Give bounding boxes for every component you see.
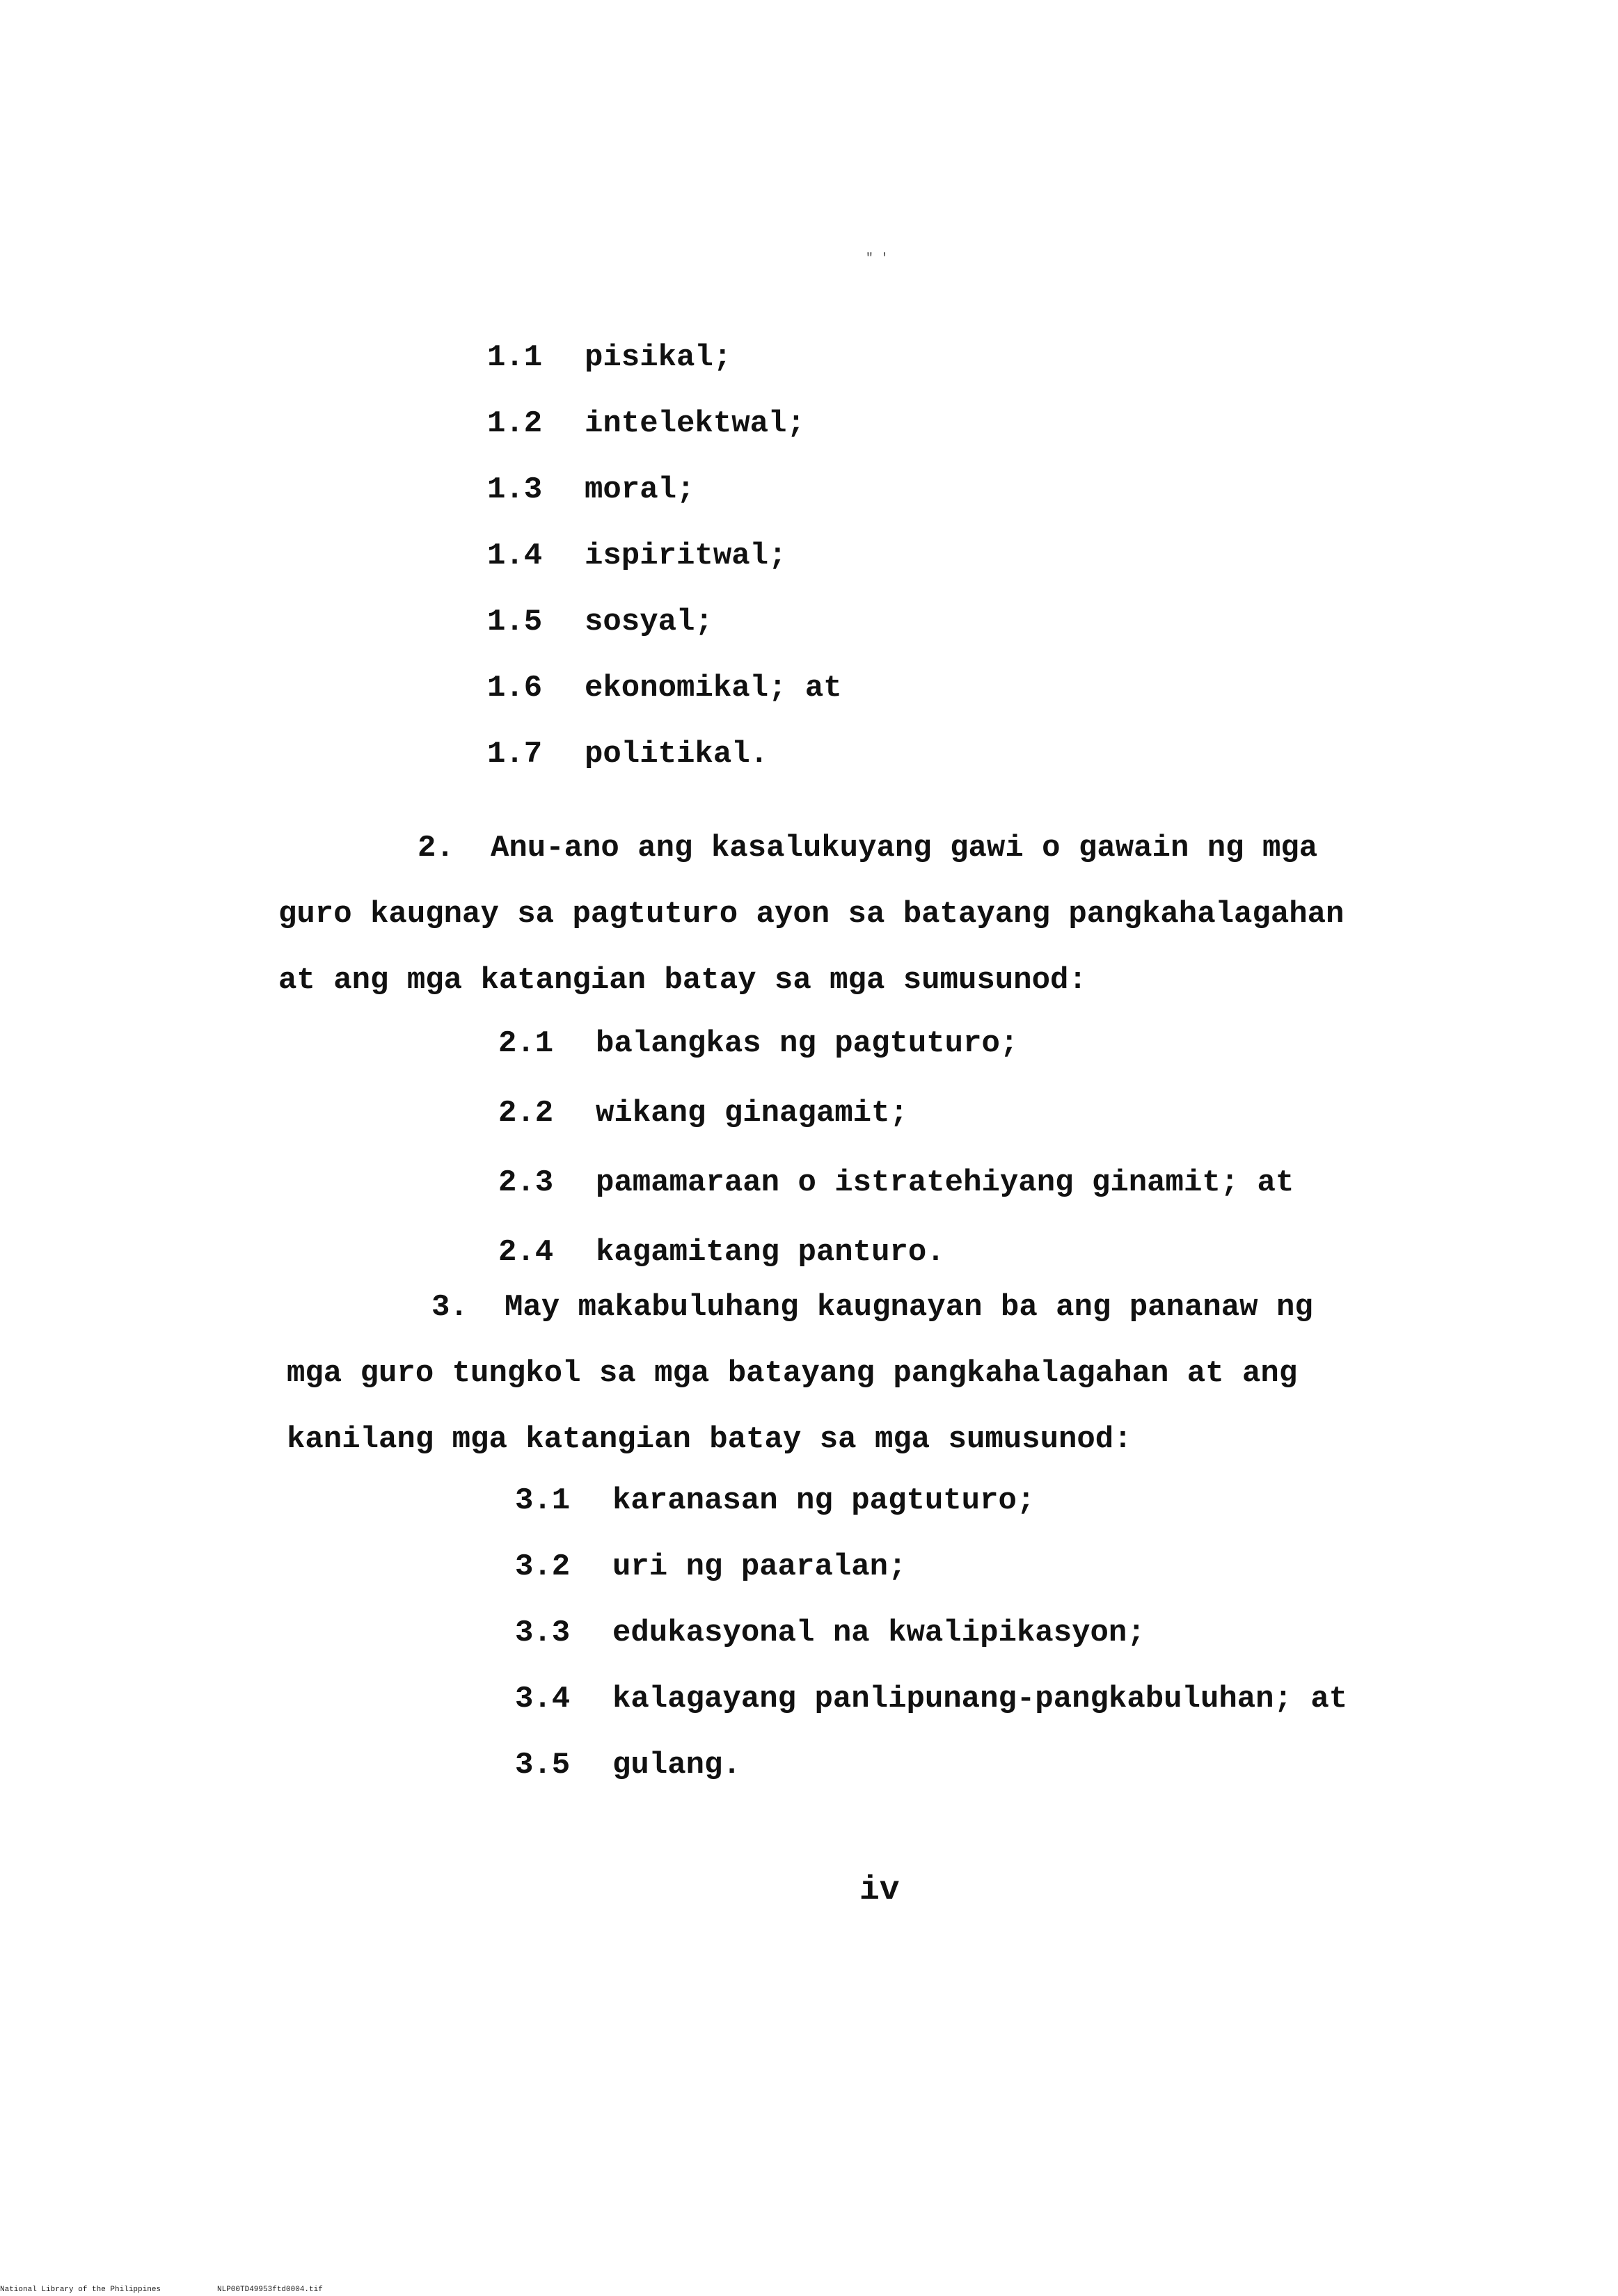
question-text: May makabuluhang kaugnayan ba ang pananaw ng	[505, 1290, 1313, 1325]
list-item	[498, 1098, 1294, 1167]
item-text: intelektwal;	[585, 406, 805, 441]
question-line: mga guro tungkol sa mga batayang pangkahalagahan at ang	[287, 1356, 1298, 1391]
list-item	[487, 673, 842, 739]
page-mark: " '	[866, 252, 889, 266]
list-item	[515, 1485, 1347, 1552]
item-number: 1.3	[487, 472, 543, 507]
question-line	[278, 815, 1344, 882]
item-number: 3.1	[515, 1483, 571, 1518]
question-3	[287, 1275, 1313, 1473]
footer-file-id: NLP00TD49953ftd0004.tif	[217, 2286, 323, 2294]
list-item	[487, 472, 842, 541]
item-text: pisikal;	[585, 340, 732, 375]
list-item	[487, 607, 842, 673]
item-number: 1.1	[487, 340, 543, 375]
item-number: 3.4	[515, 1682, 571, 1716]
item-text: kalagayang panlipunang-pangkabuluhan; at	[612, 1682, 1348, 1716]
list-item	[487, 541, 842, 607]
item-number: 2.4	[498, 1235, 554, 1270]
list-item	[487, 739, 842, 805]
item-text: edukasyonal na kwalipikasyon;	[612, 1616, 1145, 1650]
page-number: iv	[859, 1872, 900, 1909]
item-number: 1.5	[487, 605, 543, 639]
question-number: 2.	[418, 831, 454, 866]
item-text: gulang.	[612, 1748, 741, 1783]
item-number: 1.4	[487, 539, 543, 573]
list-item	[498, 1167, 1294, 1237]
sublist-3	[515, 1485, 1347, 1816]
list-item	[515, 1750, 1347, 1816]
question-text: Anu-ano ang kasalukuyang gawi o gawain ng mga	[491, 831, 1318, 866]
item-text: ekonomikal; at	[585, 671, 842, 705]
question-line: at ang mga katangian batay sa mga sumusunod:	[278, 963, 1087, 998]
list-item	[498, 1028, 1294, 1098]
item-text: karanasan ng pagtuturo;	[612, 1483, 1036, 1518]
item-number: 1.2	[487, 406, 543, 441]
item-number: 3.2	[515, 1549, 571, 1584]
question-line: kanilang mga katangian batay sa mga sumusunod:	[287, 1422, 1132, 1457]
item-number: 3.3	[515, 1616, 571, 1650]
sublist-1	[487, 342, 842, 805]
item-text: sosyal;	[585, 605, 713, 639]
item-text: uri ng paaralan;	[612, 1549, 907, 1584]
item-number: 2.3	[498, 1165, 554, 1200]
sublist-2	[498, 1028, 1294, 1307]
item-text: pamamaraan o istratehiyang ginamit; at	[596, 1165, 1294, 1200]
list-item	[487, 342, 842, 408]
item-number: 3.5	[515, 1748, 571, 1783]
list-item	[515, 1684, 1347, 1750]
footer-library: National Library of the Philippines	[0, 2286, 161, 2294]
question-2	[278, 815, 1344, 1014]
list-item	[515, 1549, 1347, 1618]
item-text: balangkas ng pagtuturo;	[596, 1026, 1019, 1061]
item-text: politikal.	[585, 737, 769, 772]
item-number: 1.7	[487, 737, 543, 772]
item-text: moral;	[585, 472, 695, 507]
list-item	[515, 1618, 1347, 1684]
item-text: wikang ginagamit;	[596, 1096, 908, 1131]
item-number: 2.2	[498, 1096, 554, 1131]
item-text: ispiritwal;	[585, 539, 787, 573]
item-number: 2.1	[498, 1026, 554, 1061]
item-text: kagamitang panturo.	[596, 1235, 945, 1270]
question-line	[287, 1275, 1313, 1341]
item-number: 1.6	[487, 671, 543, 705]
question-number: 3.	[431, 1290, 468, 1325]
question-line: guro kaugnay sa pagtuturo ayon sa batayang pangkahalagahan	[278, 897, 1345, 932]
list-item	[487, 408, 842, 475]
